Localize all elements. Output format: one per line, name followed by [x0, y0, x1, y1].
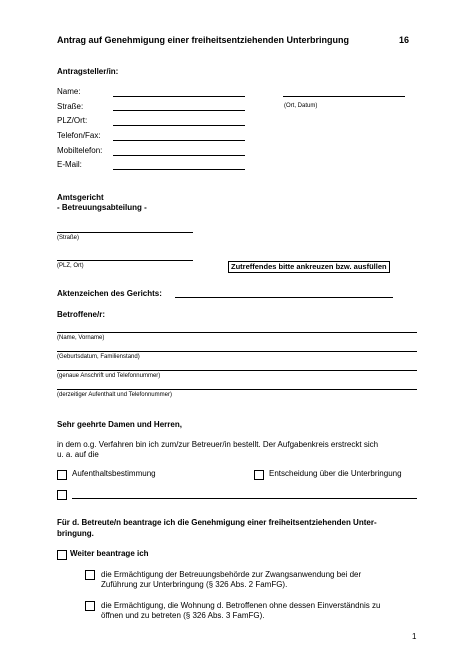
- applicant-street-label: Straße:: [57, 102, 84, 111]
- affected-address-hint: (genaue Anschrift und Telefonnummer): [57, 373, 161, 379]
- applicant-street-field[interactable]: [113, 110, 245, 111]
- applicant-name-label: Name:: [57, 87, 81, 96]
- case-number-field[interactable]: [175, 297, 393, 298]
- coercion-line-1: die Ermächtigung der Betreuungsbehörde zur Zwangsanwendung bei der: [101, 570, 362, 579]
- applicant-phone-field[interactable]: [113, 140, 245, 141]
- further-request-checkbox[interactable]: [57, 550, 67, 560]
- court-street-hint: (Straße): [57, 235, 80, 241]
- court-department: - Betreuungsabteilung -: [57, 203, 147, 212]
- applicant-name-field[interactable]: [113, 96, 245, 97]
- affected-birth-field[interactable]: [57, 351, 417, 352]
- court-plz-hint: (PLZ, Ort): [57, 263, 84, 269]
- residence-option-label: Aufenthaltsbestimmung: [72, 469, 156, 478]
- home-entry-line-1: die Ermächtigung, die Wohnung d. Betroffenen ohne dessen Einverständnis zu: [101, 601, 381, 610]
- affected-heading: Betroffene/r:: [57, 310, 106, 319]
- affected-stay-field[interactable]: [57, 389, 417, 390]
- affected-address-field[interactable]: [57, 370, 417, 371]
- residence-checkbox[interactable]: [57, 470, 67, 480]
- applicant-phone-label: Telefon/Fax:: [57, 131, 101, 140]
- form-number: 16: [399, 35, 410, 45]
- decision-checkbox[interactable]: [254, 470, 264, 480]
- request-line-1: Für d. Betreute/n beantrage ich die Genehmigung einer freiheitsentziehenden Unter-: [57, 518, 377, 527]
- applicant-heading: Antragsteller/in:: [57, 67, 119, 76]
- other-scope-checkbox[interactable]: [57, 490, 67, 500]
- fill-instruction-box: Zutreffendes bitte ankreuzen bzw. ausfüllen: [228, 261, 390, 273]
- page-number: 1: [412, 632, 417, 641]
- court-heading: Amtsgericht: [57, 193, 104, 202]
- home-entry-line-2: öffnen und zu betreten (§ 326 Abs. 3 FamFG).: [101, 611, 265, 620]
- applicant-mobile-label: Mobiltelefon:: [57, 146, 103, 155]
- applicant-city-label: PLZ/Ort:: [57, 116, 88, 125]
- further-request-label: Weiter beantrage ich: [70, 549, 149, 558]
- coercion-line-2: Zuführung zur Unterbringung (§ 326 Abs. 2 FamFG).: [101, 580, 288, 589]
- affected-stay-hint: (derzeitiger Aufenthalt und Telefonnummer): [57, 392, 172, 398]
- intro-line-2: u. a. auf die: [57, 450, 99, 459]
- affected-name-hint: (Name, Vorname): [57, 335, 105, 341]
- decision-option-label: Entscheidung über die Unterbringung: [269, 469, 402, 478]
- home-entry-checkbox[interactable]: [85, 601, 95, 611]
- court-plz-field[interactable]: [57, 260, 193, 261]
- affected-birth-hint: (Geburtsdatum, Familienstand): [57, 354, 140, 360]
- court-street-field[interactable]: [57, 232, 193, 233]
- salutation: Sehr geehrte Damen und Herren,: [57, 420, 182, 429]
- case-number-label: Aktenzeichen des Gerichts:: [57, 289, 162, 298]
- place-date-hint: (Ort, Datum): [284, 103, 318, 109]
- request-line-2: bringung.: [57, 529, 94, 538]
- document-title: Antrag auf Genehmigung einer freiheitsentziehenden Unterbringung: [57, 35, 350, 45]
- intro-line-1: in dem o.g. Verfahren bin ich zum/zur Betreuer/in bestellt. Der Aufgabenkreis erstreckt sich: [57, 440, 379, 449]
- applicant-email-label: E-Mail:: [57, 160, 82, 169]
- affected-name-field[interactable]: [57, 332, 417, 333]
- applicant-mobile-field[interactable]: [113, 155, 245, 156]
- applicant-city-field[interactable]: [113, 125, 245, 126]
- coercion-checkbox[interactable]: [85, 570, 95, 580]
- applicant-email-field[interactable]: [113, 169, 245, 170]
- place-date-field[interactable]: [283, 96, 405, 97]
- other-scope-field[interactable]: [72, 498, 417, 499]
